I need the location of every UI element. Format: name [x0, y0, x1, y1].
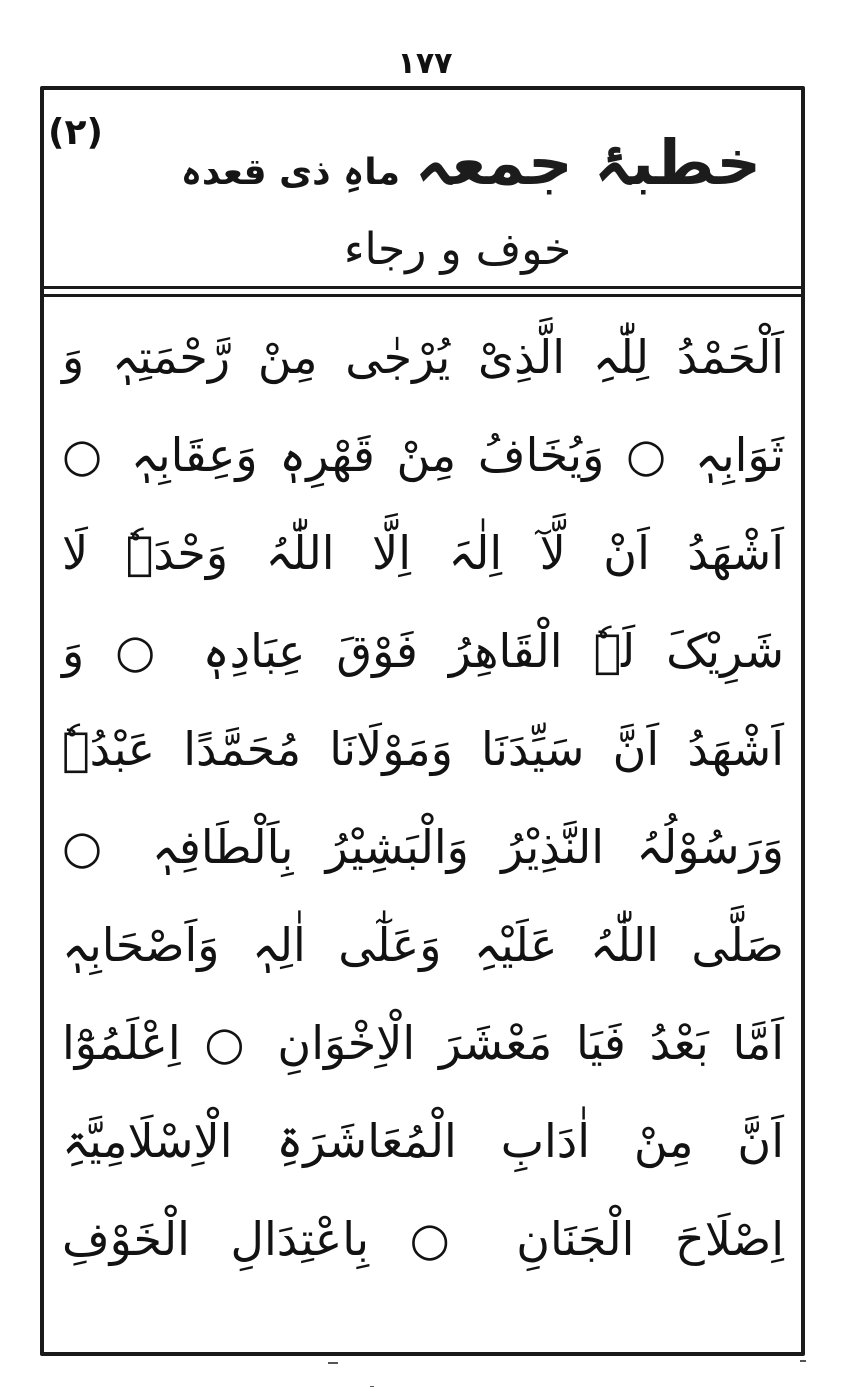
sermon-subtitle: خوف و رجاء — [343, 224, 572, 275]
text-line-5: اَشْھَدُ اَنَّ سَیِّدَنَا وَمَوْلَانَا مُحَمَّدًا عَبْدُہٗ — [62, 722, 784, 776]
text-line-6: وَرَسُوْلُہُ النَّذِیْرُ وَالْبَشِیْرُ بِاَلْطَافِہٖ ○ — [62, 820, 784, 874]
text-line-9: اَنَّ مِنْ اٰدَابِ الْمُعَاشَرَۃِ الْاِسْلَامِیَّۃِ — [62, 1114, 784, 1168]
sermon-title: خطبۂ جمعہ — [415, 126, 761, 199]
sermon-body — [62, 308, 784, 1288]
text-line-8: اَمَّا بَعْدُ فَیَا مَعْشَرَ الْاِخْوَانِ ○ اِعْلَمُوْٓا — [62, 1016, 784, 1070]
scan-speck — [370, 1386, 374, 1387]
text-line-3: اَشْھَدُ اَنْ لَّآ اِلٰہَ اِلَّا اللّٰہُ وَحْدَہٗ لَا — [62, 526, 784, 580]
scan-speck — [328, 1362, 338, 1364]
sermon-month: ماہِ ذی قعدہ — [180, 152, 401, 193]
text-line-10: اِصْلَاحَ الْجَنَانِ ○ بِاعْتِدَالِ الْخَوْفِ — [62, 1212, 784, 1266]
text-line-7: صَلَّی اللّٰہُ عَلَیْہِ وَعَلٰٓی اٰلِہٖ وَاَصْحَابِہٖ — [62, 918, 784, 972]
header-divider-bottom — [44, 294, 801, 297]
text-line-1: اَلْحَمْدُ لِلّٰہِ الَّذِیْ یُرْجٰی مِنْ رَّحْمَتِہٖ وَ — [62, 330, 784, 384]
page-number: ۱۷۷ — [397, 46, 453, 81]
sermon-header — [44, 90, 801, 288]
header-divider-top — [44, 286, 801, 289]
page-frame — [40, 86, 805, 1356]
scan-speck — [800, 1360, 806, 1362]
text-line-2: ثَوَابِہٖ ○ وَیُخَافُ مِنْ قَھْرِہٖ وَعِقَابِہٖ ○ — [62, 428, 784, 482]
text-line-4: شَرِیْکَ لَہٗ الْقَاھِرُ فَوْقَ عِبَادِہٖ ○ وَ — [62, 624, 784, 678]
title-line — [181, 118, 761, 224]
sermon-number: (۲) — [48, 112, 103, 153]
